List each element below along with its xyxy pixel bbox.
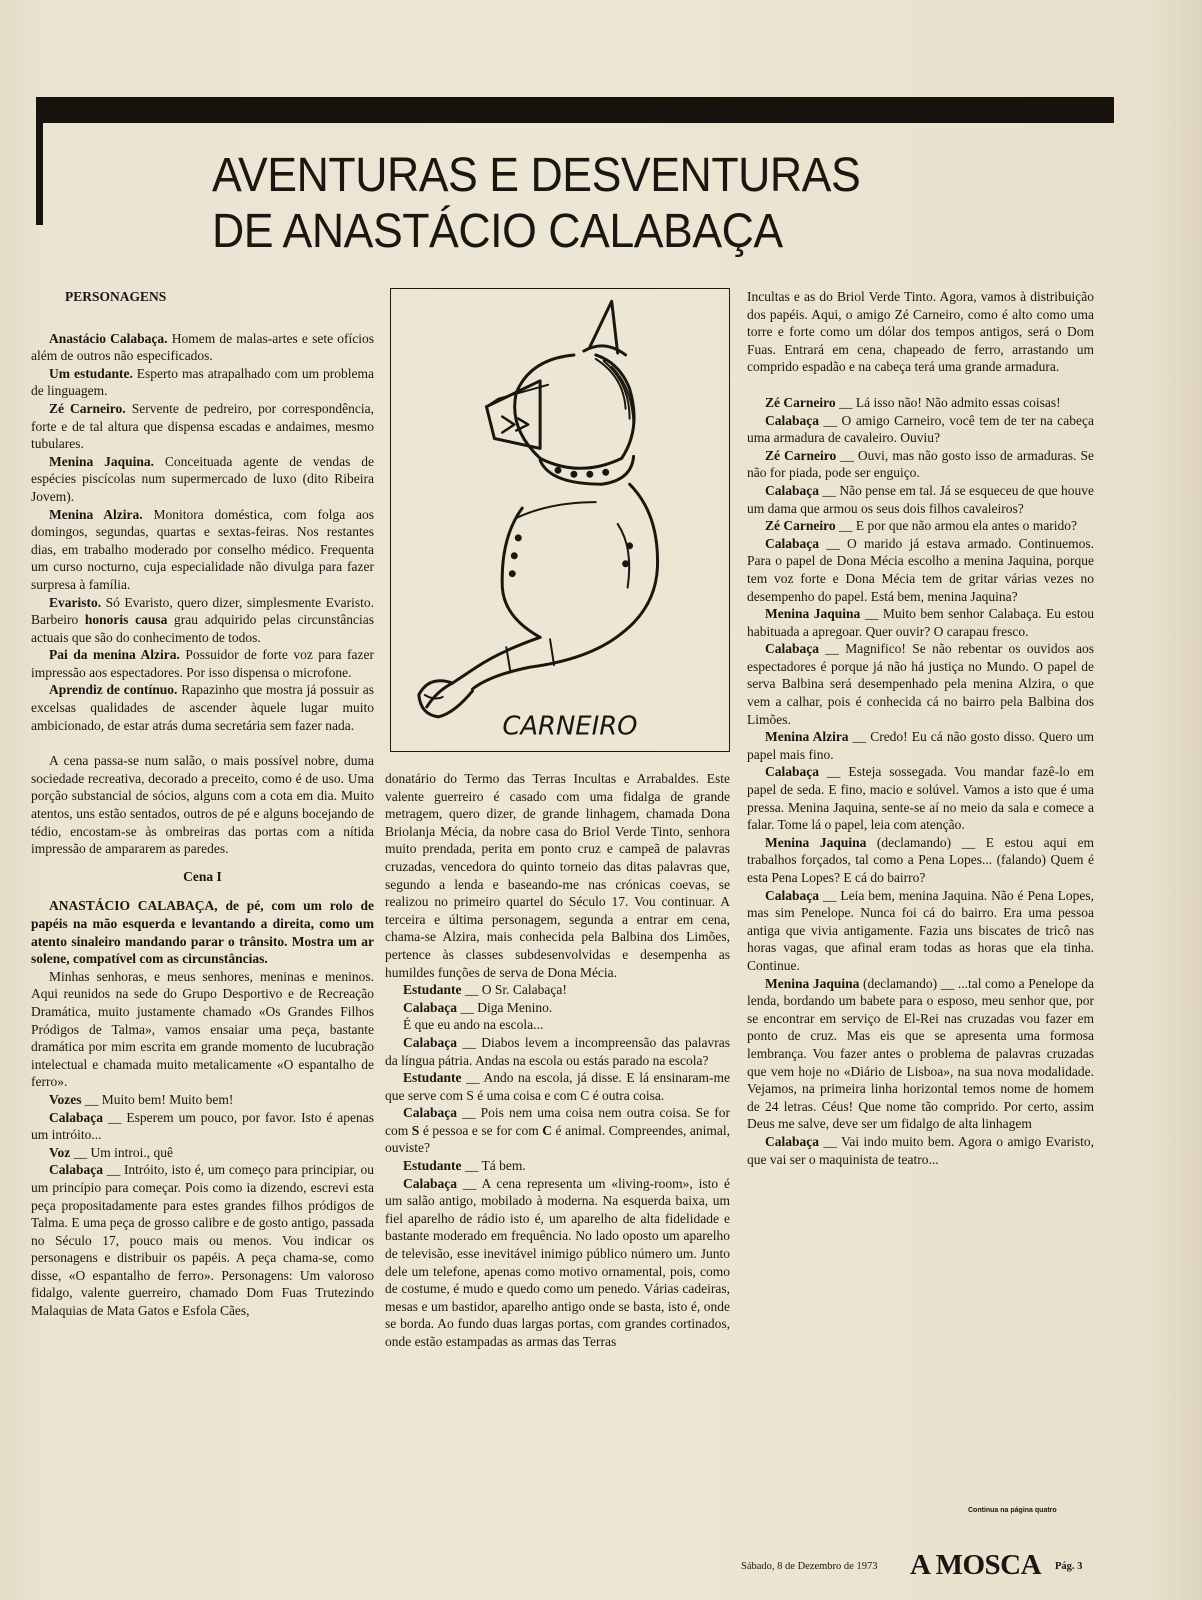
speaker-name: Vozes [49, 1091, 82, 1107]
dialogue-line [385, 981, 730, 999]
character-desc: Homem de malas-artes e sete ofícios além de outros não especificados. [31, 330, 374, 364]
column-2 [385, 770, 730, 1351]
character-name: Aprendiz de contínuo. [49, 682, 178, 698]
speech-text: __ Pois nem uma coisa nem outra coisa. Se for com [385, 1105, 730, 1138]
characters-heading: PERSONAGENS [65, 289, 167, 304]
speaker-name: Menina Jaquina [765, 606, 861, 622]
character-desc: grau adquirido pelas circunstâncias actuais que são do conhecimento de todos. [31, 612, 374, 645]
character-name: Anastácio Calabaça. [49, 330, 168, 346]
character-paragraph [31, 646, 374, 681]
header-rule [36, 97, 1114, 123]
speaker-name: Voz [49, 1144, 71, 1160]
speech-text: __ Esteja sossegada. Vou mandar fazê-lo em papel de seda. E fino, macio e solúvel. Vamos a isto que é uma pressa. Menina Jaquina, sente-se aí no meio da sala e comece a falar. Tome lá o papel, leia com atenção. [747, 764, 1094, 833]
speech-text: __ Intróito, isto é, um começo para principiar, ou um princípio para começar. Pois como ia dizendo, escrevi esta peça propositadamente para estes grandes filhos pródigos de Talma. E uma peça de grosso calibre e de gosto antigo, passada no Século 17, pouco mais ou menos. Vou indicar os personagens e distribuir os papéis. A peça chama-se, como disse, «O espantalho de ferro». Personagens: Um valoroso fidalgo, valente guerreiro, chamado Dom Fuas Trutezindo Malaquias de Mata Gatos e Esfola Cães, [31, 1162, 374, 1319]
page-number: Pág. 3 [1055, 1561, 1083, 1572]
speech-text: é pessoa e se for com [419, 1122, 543, 1138]
bold-letter: S [411, 1122, 420, 1138]
dialogue-line [385, 999, 730, 1017]
dialogue-line [385, 1175, 730, 1351]
dialogue-line [385, 1034, 730, 1069]
column-3 [747, 288, 1094, 1168]
dialogue-line [747, 394, 1094, 412]
dialogue-line [747, 482, 1094, 517]
speech-text: __ Magnifico! Se não rebentar os ouvidos aos espectadores é porque já não há justiça no Mundo. O papel de serva Balbina será desempenhado pela menina Alzira, o que vem a calhar, pois é conhecida cá no bairro pela Balbina dos Limões. [747, 641, 1094, 727]
speech-text: __ O marido já estava armado. Continuemos. Para o papel de Dona Mécia escolho a menina Jaquina, porque tem voz forte e Dona Mécia tem de gritar várias vezes no desempenho do papel. Está bem, menina Jaquina? [747, 535, 1094, 604]
header-rule-corner [36, 97, 58, 225]
speech-text: __ Um introi., quê [70, 1144, 174, 1160]
speaker-name: Menina Jaquina [765, 834, 867, 850]
issue-date: Sábado, 8 de Dezembro de 1973 [741, 1561, 878, 1572]
dialogue-line [747, 975, 1094, 1133]
dialogue-line [747, 517, 1094, 535]
dialogue-line [747, 412, 1094, 447]
dialogue-line [385, 1069, 730, 1104]
speech-text: __ A cena representa um «living-room», isto é um salão antigo, mobilado à moderna. Na esquerda baixa, um fiel aparelho de rádio isto é, um aparelho de alta fidelidade e bastante moderado em frequência. No lado oposto um aparelho de televisão, esse inevitável inimigo público número um. Junto dele um telefone, apenas como motivo ornamental, pois, como de costume, é mudo e quedo como um penedo. Várias cadeiras, mesas e um bastidor, aparelho antigo onde se basta, isto é, onde se borda. Ao fundo duas largas portas, com grandes cortinados, onde estão estampadas as armas das Terras [385, 1175, 730, 1349]
scene-heading: Cena I [183, 868, 222, 884]
speech-text: é animal. Compreendes, animal, ouviste? [385, 1122, 730, 1156]
dialogue-line [747, 887, 1094, 975]
speaker-name: Menina Alzira [765, 729, 849, 745]
speech-text: __ Muito bem! Muito bem! [81, 1091, 234, 1107]
speaker-name: Calabaça [403, 1175, 457, 1191]
speaker-name: Calabaça [765, 1133, 819, 1149]
character-name: Zé Carneiro. [49, 400, 126, 416]
character-desc: Rapazinho que mostra já possuir as excelsas qualidades de ascender àquele lugar muito ambicionado, de estar atrás duma secretária sem fazer nada. [31, 682, 374, 733]
character-paragraph [31, 365, 374, 400]
speech-text: __ E por que não armou ela antes o marido? [835, 518, 1078, 534]
dialogue-line [747, 1133, 1094, 1168]
dialogue-line [747, 447, 1094, 482]
column-1 [31, 288, 374, 1320]
title-line-2: DE ANASTÁCIO CALABAÇA [212, 205, 783, 258]
illustration-caption: CARNEIRO [502, 711, 638, 742]
dialogue-line [31, 1144, 374, 1162]
character-desc: Só Evaristo, quero dizer, simplesmente Evaristo. Barbeiro [31, 594, 374, 628]
speech-text: __ Credo! Eu cá não gosto disso. Quero um papel mais fino. [747, 729, 1094, 762]
speaker-name: Zé Carneiro [765, 518, 836, 534]
title-line-1: AVENTURAS E DESVENTURAS [212, 149, 861, 202]
continued-note: Continua na página quatro [968, 1507, 1057, 1514]
speaker-name: Calabaça [403, 1034, 457, 1050]
speaker-name: Zé Carneiro [765, 447, 837, 463]
speech-text: (declamando) __ E estou aqui em trabalhos forçados, tal como a Pena Lopes... (falando) Quem é esta Pena Lopes? E cá do bairro? [747, 834, 1094, 885]
speech-paragraph: Minhas senhoras, e meus senhores, meninas e meninos. Aqui reunidos na sede do Grupo Desportivo e de Recreação Dramática, muito justamente chamado «Os Grandes Filhos Pródigos de Talma», vamos ensaiar uma peça, bastante dramática por mim escrita em grande momento de lucubração intelectual e chamada muito metalicamente «O espantalho de ferro». [31, 968, 374, 1090]
speaker-name: Calabaça [49, 1109, 103, 1125]
speaker-name: Estudante [403, 1070, 462, 1086]
dialogue-line [747, 605, 1094, 640]
dialogue-line [385, 1157, 730, 1175]
character-paragraph [31, 330, 374, 365]
character-name: Um estudante. [49, 365, 133, 381]
speaker-name: Calabaça [765, 887, 819, 903]
dialogue-line [31, 1161, 374, 1319]
speech-text: __ Muito bem senhor Calabaça. Eu estou habituada a apregoar. Quer ouvir? O carapau fresco. [747, 606, 1094, 639]
speech-text: __ O Sr. Calabaça! [461, 982, 567, 998]
speaker-name: Calabaça [49, 1162, 103, 1178]
character-paragraph [31, 506, 374, 594]
speech-text: __ O amigo Carneiro, você tem de ter na cabeça uma armadura de cavaleiro. Ouviu? [747, 412, 1094, 446]
character-name: Evaristo. [49, 594, 102, 610]
character-desc: Monitora doméstica, com folga aos domingos, segundas, quartas e sextas-feiras. Nos restantes dias, em trabalho moderado por conselho médico. Frequenta um curso nocturno, cuja especialidade não divulga para fazer surpresa à família. [31, 506, 374, 592]
body-paragraph: donatário do Termo das Terras Incultas e Arrabaldes. Este valente guerreiro é casado com uma fidalga de grande metragem, quero dizer, de grande linhagem, chamada Dona Briolanja Mécia, da nobre casa do Briol Verde Tinto, senhora muito prendada, perita em ponto cruz e campeã de palavras cruzadas, vencedora do quinto torneio das ditas palavras que, segundo a lenda e baseando-me nas crónicas coevas, se realizou no primeiro quartel do Século 17. Vou continuar. A terceira e última personagem, segunda a entrar em cena, chama-se Alzira, mais conhecida pela Balbina dos Limões, pertence às classes subdesenvolvidas e desempenha as humildes funções de serva de Dona Mécia. [385, 771, 730, 980]
character-name: Pai da menina Alzira. [49, 647, 180, 663]
speech-text: __ Diabos levem a incompreensão das palavras da língua pátria. Andas na escola ou estás parado na escola? [385, 1034, 730, 1068]
speaker-name: Calabaça [765, 641, 819, 657]
dialogue-line [385, 1104, 730, 1157]
speech-text: __ Vai indo muito bem. Agora o amigo Evaristo, que vai ser o maquinista de teatro... [747, 1133, 1094, 1167]
speaker-name: Estudante [403, 982, 462, 998]
speech-text: __ Esperem um pouco, por favor. Isto é apenas um intróito... [31, 1109, 374, 1143]
character-desc: Servente de pedreiro, por correspondência, forte e de tal altura que dispensa escadas e andaimes, mesmo tubulares. [31, 400, 374, 452]
speech-text: __ Não pense em tal. Já se esqueceu de que houve um dama que armou os seus dois filhos cavaleiros? [747, 482, 1094, 516]
speech-text: __ Tá bem. [461, 1158, 526, 1174]
body-paragraph: Incultas e as do Briol Verde Tinto. Agora, vamos à distribuição dos papéis. Aqui, o amigo Zé Carneiro, como é alto como uma torre e forte como um dólar dos tempos antigos, será o Dom Fuas. Entrará em cena, chapeado de ferro, arrastando um comprido espadão e na cabeça terá uma grande armadura. [747, 289, 1094, 375]
speech-text: __ Ouvi, mas não gosto isso de armaduras. Se não for piada, pode ser enguiço. [747, 447, 1094, 481]
character-name: Menina Jaquina. [49, 453, 155, 469]
dialogue-line [747, 728, 1094, 763]
character-desc: Esperto mas atrapalhado com um problema de linguagem. [31, 365, 374, 399]
speech-text: __ Lá isso não! Não admito essas coisas! [835, 394, 1061, 410]
speech-text: (declamando) __ ...tal como a Penelope da lenda, bordando um babete para o esposo, meu senhor que, por se encontrar em serviço de El-Rei nas cruzadas vou fazer em ponto de cruz. Mas eis que se apresenta uma formosa lembrança. Vou fazer antes o problema de palavras cruzadas que vem hoje no «Diário de Lisboa», na sua nova modalidade. Vejamos, na primeira linha horizontal temos nome de homem de 24 letras. Céus! Que nome tão comprido. Por certo, assim Deus me salve, deve ser um fidalgo de alta linhagem [747, 975, 1095, 1132]
article-title [212, 148, 863, 260]
dialogue-line [747, 834, 1094, 887]
speaker-name: Calabaça [403, 999, 457, 1015]
dialogue-line [747, 535, 1094, 605]
speaker-name: Calabaça [403, 1105, 457, 1121]
dialogue-line [747, 763, 1094, 833]
bold-phrase: honoris causa [84, 612, 168, 628]
character-paragraph [31, 594, 374, 647]
character-paragraph [31, 400, 374, 453]
speaker-name: Calabaça [765, 412, 819, 428]
knight-drawing-icon [391, 289, 729, 751]
stage-direction: ANASTÁCIO CALABAÇA, de pé, com um rolo de papéis na mão esquerda e levantando a direita, como um atento sinaleiro mandando parar o trânsito. Mostra um ar solene, compatível com as circunstâncias. [31, 898, 374, 967]
bold-letter: C [542, 1122, 553, 1138]
speech-text: __ Ando na escola, já disse. E lá ensinaram-me que serve com S é uma coisa e com C é outra coisa. [385, 1070, 730, 1103]
character-paragraph [31, 453, 374, 506]
speaker-name: Zé Carneiro [765, 394, 836, 410]
dialogue-line [31, 1091, 374, 1109]
character-desc: Conceituada agente de vendas de espécies piscícolas num supermercado de luxo (dito Ribeira Jovem). [31, 453, 374, 504]
dialogue-line [747, 640, 1094, 728]
speaker-name: Estudante [403, 1158, 462, 1174]
dialogue-line [31, 1109, 374, 1144]
speech-text: __ Diga Menino. [457, 999, 553, 1015]
knight-illustration [390, 288, 730, 752]
speaker-name: Menina Jaquina [765, 975, 860, 991]
speaker-name: Calabaça [765, 482, 819, 498]
publication-name: A MOSCA [910, 1549, 1042, 1581]
speaker-name: Calabaça [765, 535, 819, 551]
speaker-name: Calabaça [765, 764, 819, 780]
character-paragraph [31, 681, 374, 734]
scene-description: A cena passa-se num salão, o mais possível nobre, duma sociedade recreativa, decorado a preceito, como é de uso. Uma porção substancial de sócios, alguns com a cota em dia. Muito atentos, uns estão sentados, outros de pé e alguns bocejando de tédio, encostam-se às ombreiras das portas com a nítida impressão de ampararem as paredes. [31, 753, 374, 857]
character-name: Menina Alzira. [49, 506, 143, 522]
dialogue-line: É que eu ando na escola... [403, 1017, 544, 1033]
character-desc: Possuidor de forte voz para fazer impressão aos espectadores. Por isso dispensa o microfone. [31, 647, 374, 680]
speech-text: __ Leia bem, menina Jaquina. Não é Pena Lopes, mas sim Penelope. Nunca foi cá do bairro. Era uma pessoa antiga que vivia antigamente. Fazia uns biscates de tricô nas horas vagas, que afinal eram todas as horas que ela tinha. Continue. [747, 887, 1094, 973]
